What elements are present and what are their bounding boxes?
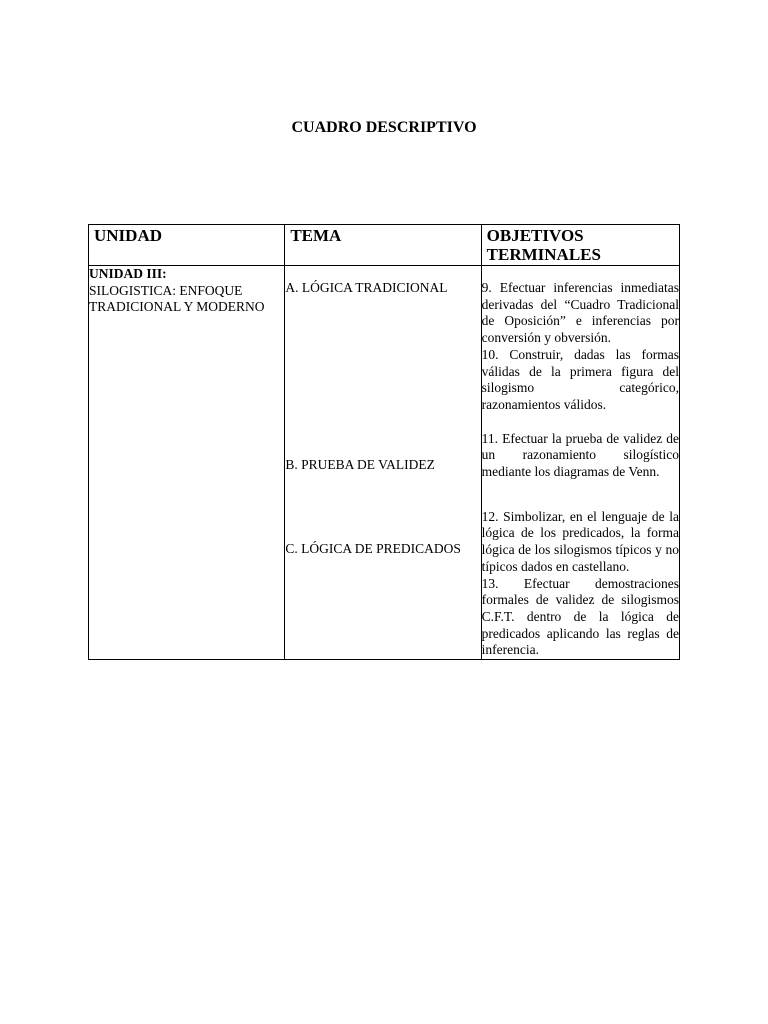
- objetivo-12: 12. Simbolizar, en el lenguaje de la lógica de los predicados, la forma lógica de los silogismos típicos y no típicos dados en castellano.: [481, 508, 679, 574]
- tema-cell: [285, 266, 481, 660]
- tema-item-a: A. LÓGICA TRADICIONAL: [285, 280, 448, 295]
- page-title: CUADRO DESCRIPTIVO: [291, 119, 477, 136]
- unidad-description: SILOGISTICA: ENFOQUE TRADICIONAL Y MODERNO: [89, 282, 265, 315]
- objetivo-9: 9. Efectuar inferencias inmediatas derivadas del “Cuadro Tradicional de Oposición” e inferencias por conversión y obversión.: [481, 280, 679, 346]
- unidad-cell: [89, 266, 285, 660]
- table-row: [89, 266, 680, 660]
- table-header-row: [89, 225, 680, 266]
- header-objetivos: OBJETIVOS TERMINALES: [481, 225, 679, 266]
- tema-item-c: C. LÓGICA DE PREDICADOS: [285, 541, 461, 557]
- objetivo-10: 10. Construir, dadas las formas válidas de la primera figura del silogismo categórico, razonamientos válidos.: [481, 346, 679, 412]
- header-unidad: UNIDAD: [89, 225, 285, 266]
- objetivo-13: 13. Efectuar demostraciones formales de validez de silogismos C.F.T. dentro de la lógica de predicados aplicando las reglas de inferencia.: [481, 575, 679, 658]
- header-tema: TEMA: [285, 225, 481, 266]
- objetivos-cell: [481, 266, 679, 660]
- descriptive-table: [88, 224, 680, 660]
- objetivo-11: 11. Efectuar la prueba de validez de un razonamiento silogístico mediante los diagramas de Venn.: [481, 430, 679, 480]
- tema-item-b: B. PRUEBA DE VALIDEZ: [285, 456, 435, 472]
- unidad-heading: UNIDAD III:: [89, 266, 167, 281]
